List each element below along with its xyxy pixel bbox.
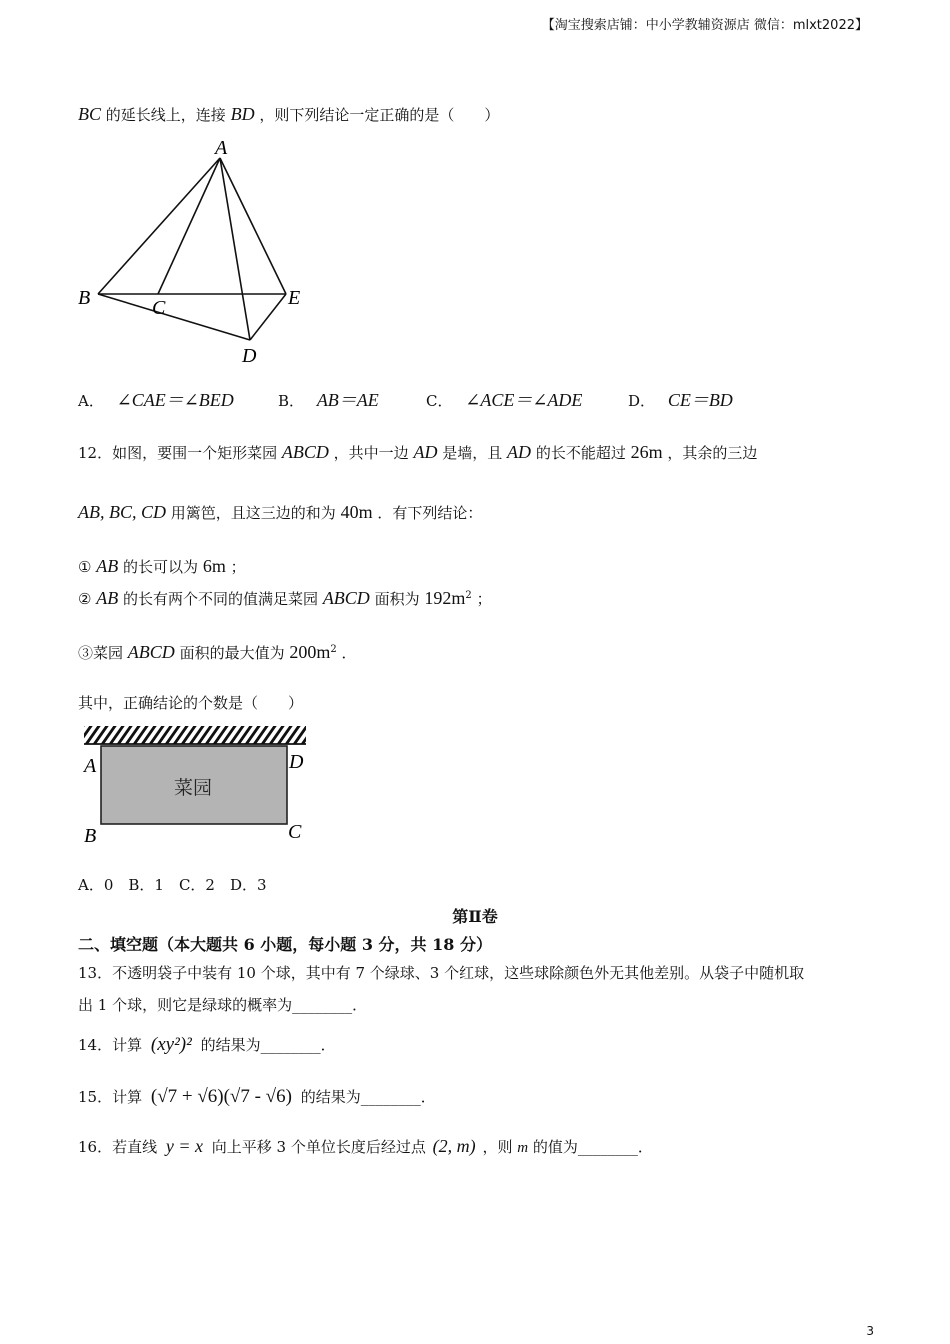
label-a: A [215, 137, 228, 159]
volume-title: 第Ⅱ卷 [452, 907, 498, 926]
q16-text: 的值为________． [532, 1138, 653, 1156]
math-abcd: ABCD [127, 642, 175, 662]
statement-text: 面积的最大值为 [179, 644, 285, 662]
option-expr: ∠ACE＝∠ADE [465, 390, 583, 410]
q13-line-2: 出 1 个球，则它是绿球的概率为________． [78, 996, 368, 1014]
section-heading: 二、填空题（本大题共 6 小题，每小题 3 分，共 18 分） [78, 935, 492, 954]
q12-statement-3 [78, 642, 357, 663]
q11-option-d [628, 386, 733, 412]
statement-text: ； [230, 558, 246, 576]
statement-mark: ② [78, 590, 92, 608]
math-line: y = x [165, 1136, 203, 1156]
q15-text: 的结果为________． [300, 1088, 436, 1106]
math-sides: AB, BC, CD [78, 502, 166, 522]
q12-options: A．0 B．1 C．2 D．3 [78, 876, 267, 894]
math-ab: AB [96, 556, 119, 576]
math-bd: BD [230, 104, 255, 124]
math-sqrt-product: (√7 + √6)(√7 - √6) [150, 1086, 292, 1107]
q12-text: ，共中一边 [333, 444, 409, 462]
math-abcd: ABCD [322, 588, 370, 608]
label-d: D [289, 751, 304, 773]
math-200m: 200m [289, 642, 331, 662]
wall-hatch [84, 726, 306, 744]
q11-triangle-figure [70, 132, 330, 372]
label-c: C [288, 821, 302, 843]
q12-line-1 [78, 442, 757, 463]
math-m: m [517, 1140, 529, 1156]
q12-text: ，其余的三边 [667, 444, 758, 462]
statement-text: 的长有两个不同的值满足菜园 [123, 590, 319, 608]
q12-text: 是墙，且 [442, 444, 503, 462]
option-expr: CE＝BD [667, 390, 733, 410]
math-point: (2, m) [432, 1136, 476, 1156]
math-ad: AD [413, 442, 438, 462]
math-26m: 26m [630, 442, 663, 462]
q16-text: 16．若直线 [78, 1138, 158, 1156]
q16 [78, 1136, 653, 1157]
q11-text-2: ，则下列结论一定正确的是（ ） [259, 106, 500, 124]
q12-statement-1 [78, 556, 246, 577]
option-letter: A． [78, 392, 104, 410]
q13-line-1: 13．不透明袋子中装有 10 个球，其中有 7 个绿球、3 个红球，这些球除颜色外无其他差别。从袋子中随机取 [78, 964, 805, 982]
label-a: A [84, 755, 97, 777]
statement-text: ． [341, 644, 357, 662]
q12-number: 12．如图，要围一个矩形菜园 [78, 444, 278, 462]
q15 [78, 1086, 436, 1108]
statement-mark: ① [78, 558, 92, 576]
q14-text: 14．计算 [78, 1036, 143, 1054]
option-letter: C． [426, 392, 453, 410]
label-d: D [242, 345, 257, 367]
q16-text: 向上平移 3 个单位长度后经过点 [211, 1138, 426, 1156]
q16-text: ，则 [482, 1138, 513, 1156]
q11-option-b [278, 386, 379, 412]
q11-option-a [78, 386, 234, 412]
superscript: 2 [330, 644, 337, 655]
statement-mark: ③菜园 [78, 644, 124, 662]
label-b: B [78, 287, 91, 309]
q12-question: 其中，正确结论的个数是（ ） [78, 694, 304, 712]
q15-text: 15．计算 [78, 1088, 143, 1106]
math-192m: 192m [424, 588, 466, 608]
option-expr: AB＝AE [316, 390, 379, 410]
garden-label: 菜园 [174, 777, 213, 799]
math-6m: 6m [202, 556, 226, 576]
option-letter: B． [278, 392, 305, 410]
q11-option-c [426, 386, 582, 412]
header-watermark: 【淘宝搜索店铺：中小学教辅资源店 微信：mlxt2022】 [541, 18, 868, 33]
label-e: E [288, 287, 301, 309]
page-number: 3 [866, 1324, 874, 1338]
q12-text: 用篱笆，且这三边的和为 [170, 504, 336, 522]
q11-text-1: 的延长线上，连接 [105, 106, 226, 124]
math-ab: AB [96, 588, 119, 608]
label-c: C [152, 297, 166, 319]
math-40m: 40m [340, 502, 373, 522]
math-abcd: ABCD [281, 442, 329, 462]
option-letter: D． [628, 392, 656, 410]
math-bc: BC [78, 104, 102, 124]
q12-text: 的长不能超过 [535, 444, 626, 462]
q12-text: ．有下列结论： [377, 504, 483, 522]
statement-text: ； [476, 590, 492, 608]
q11-lead [78, 104, 499, 125]
q12-garden-figure [76, 722, 320, 848]
superscript: 2 [465, 590, 472, 601]
q14-text: 的结果为________． [200, 1036, 336, 1054]
option-expr: ∠CAE＝∠BED [116, 390, 234, 410]
statement-text: 面积为 [374, 590, 420, 608]
statement-text: 的长可以为 [123, 558, 199, 576]
math-xy-squared: (xy²)² [150, 1034, 192, 1055]
q14 [78, 1034, 336, 1056]
q12-statement-2 [78, 588, 492, 609]
label-b: B [84, 825, 97, 847]
q12-line-2 [78, 502, 482, 523]
math-ad: AD [507, 442, 532, 462]
